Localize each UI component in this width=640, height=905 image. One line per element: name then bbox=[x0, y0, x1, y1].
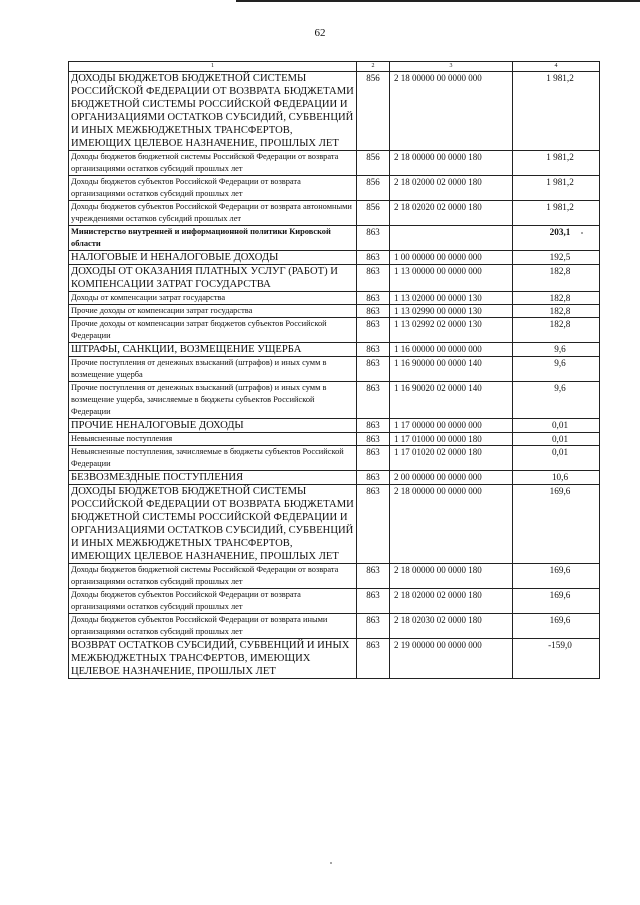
table-row bbox=[69, 151, 600, 176]
row-name: Прочие поступления от денежных взысканий (штрафов) и иных сумм в возмещение ущерба bbox=[69, 357, 357, 382]
budget-classification-code: 2 18 00000 00 0000 000 bbox=[390, 72, 513, 151]
row-name: ДОХОДЫ БЮДЖЕТОВ БЮДЖЕТНОЙ СИСТЕМЫ РОССИЙСКОЙ ФЕДЕРАЦИИ ОТ ВОЗВРАТА БЮДЖЕТАМИ БЮДЖЕТНОЙ СИСТЕМЫ РОССИЙСКОЙ ФЕДЕРАЦИИ И ОРГАНИЗАЦИЯМИ ОСТАТКОВ СУБСИДИЙ, СУБВЕНЦИЙ И ИНЫХ МЕЖБЮДЖЕТНЫХ ТРАНСФЕРТОВ, ИМЕЮЩИХ ЦЕЛЕВОЕ НАЗНАЧЕНИЕ, ПРОШЛЫХ ЛЕТ bbox=[69, 485, 357, 564]
table-row bbox=[69, 201, 600, 226]
admin-code: 863 bbox=[357, 292, 390, 305]
amount: 169,6 bbox=[513, 485, 600, 564]
revenue-table-body bbox=[69, 62, 600, 679]
amount: 1 981,2 bbox=[513, 176, 600, 201]
admin-code: 863 bbox=[357, 382, 390, 419]
row-name: Невыясненные поступления, зачисляемые в бюджеты субъектов Российской Федерации bbox=[69, 446, 357, 471]
amount: 192,5 bbox=[513, 251, 600, 265]
table-row bbox=[69, 343, 600, 357]
table-row bbox=[69, 72, 600, 151]
budget-classification-code bbox=[390, 226, 513, 251]
table-row bbox=[69, 471, 600, 485]
admin-code: 856 bbox=[357, 201, 390, 226]
table-row bbox=[69, 433, 600, 446]
admin-code: 863 bbox=[357, 343, 390, 357]
admin-code: 863 bbox=[357, 433, 390, 446]
amount: 182,8 bbox=[513, 265, 600, 292]
table-row bbox=[69, 292, 600, 305]
page-number: 62 bbox=[314, 27, 326, 39]
budget-classification-code: 1 16 90020 02 0000 140 bbox=[390, 382, 513, 419]
budget-classification-code: 1 17 01020 02 0000 180 bbox=[390, 446, 513, 471]
row-name: Прочие доходы от компенсации затрат бюджетов субъектов Российской Федерации bbox=[69, 318, 357, 343]
row-name: Доходы бюджетов субъектов Российской Федерации от возврата организациями остатков субсидий прошлых лет bbox=[69, 176, 357, 201]
admin-code: 863 bbox=[357, 446, 390, 471]
table-row bbox=[69, 564, 600, 589]
revenue-table bbox=[68, 61, 600, 679]
admin-code: 856 bbox=[357, 72, 390, 151]
table-row bbox=[69, 446, 600, 471]
admin-code: 863 bbox=[357, 419, 390, 433]
table-row bbox=[69, 357, 600, 382]
budget-classification-code: 1 13 00000 00 0000 000 bbox=[390, 265, 513, 292]
admin-code: 863 bbox=[357, 226, 390, 251]
budget-classification-code: 2 00 00000 00 0000 000 bbox=[390, 471, 513, 485]
admin-code: 863 bbox=[357, 485, 390, 564]
row-name: Прочие доходы от компенсации затрат государства bbox=[69, 305, 357, 318]
row-name: Невыясненные поступления bbox=[69, 433, 357, 446]
budget-classification-code: 1 00 00000 00 0000 000 bbox=[390, 251, 513, 265]
row-name: ДОХОДЫ ОТ ОКАЗАНИЯ ПЛАТНЫХ УСЛУГ (РАБОТ) И КОМПЕНСАЦИИ ЗАТРАТ ГОСУДАРСТВА bbox=[69, 265, 357, 292]
amount: 169,6 bbox=[513, 614, 600, 639]
row-name: Министерство внутренней и информационной политики Кировской области bbox=[69, 226, 357, 251]
amount: 1 981,2 bbox=[513, 72, 600, 151]
budget-classification-code: 1 17 01000 00 0000 180 bbox=[390, 433, 513, 446]
table-row bbox=[69, 226, 600, 251]
table-row bbox=[69, 305, 600, 318]
row-name: Доходы бюджетов субъектов Российской Федерации от возврата автономными учреждениями остатков субсидий прошлых лет bbox=[69, 201, 357, 226]
table-row bbox=[69, 318, 600, 343]
amount: 0,01 bbox=[513, 433, 600, 446]
admin-code: 856 bbox=[357, 176, 390, 201]
amount: 0,01 bbox=[513, 446, 600, 471]
table-row bbox=[69, 485, 600, 564]
table-row bbox=[69, 382, 600, 419]
row-name: Доходы бюджетов бюджетной системы Российской Федерации от возврата организациями остатков субсидий прошлых лет bbox=[69, 564, 357, 589]
budget-classification-code: 1 13 02992 02 0000 130 bbox=[390, 318, 513, 343]
budget-classification-code: 1 13 02000 00 0000 130 bbox=[390, 292, 513, 305]
column-number: 2 bbox=[357, 62, 390, 72]
amount: 182,8 bbox=[513, 292, 600, 305]
admin-code: 863 bbox=[357, 639, 390, 679]
admin-code: 863 bbox=[357, 265, 390, 292]
scan-speck bbox=[330, 862, 332, 864]
row-name: Доходы бюджетов бюджетной системы Российской Федерации от возврата организациями остатков субсидий прошлых лет bbox=[69, 151, 357, 176]
budget-classification-code: 2 18 02020 02 0000 180 bbox=[390, 201, 513, 226]
amount: 1 981,2 bbox=[513, 151, 600, 176]
amount: 9,6 bbox=[513, 382, 600, 419]
row-name: НАЛОГОВЫЕ И НЕНАЛОГОВЫЕ ДОХОДЫ bbox=[69, 251, 357, 265]
row-name: БЕЗВОЗМЕЗДНЫЕ ПОСТУПЛЕНИЯ bbox=[69, 471, 357, 485]
budget-classification-code: 2 18 00000 00 0000 180 bbox=[390, 151, 513, 176]
amount: 9,6 bbox=[513, 343, 600, 357]
budget-classification-code: 2 18 02030 02 0000 180 bbox=[390, 614, 513, 639]
column-number: 1 bbox=[69, 62, 357, 72]
budget-classification-code: 1 16 00000 00 0000 000 bbox=[390, 343, 513, 357]
row-name: Доходы от компенсации затрат государства bbox=[69, 292, 357, 305]
budget-classification-code: 1 17 00000 00 0000 000 bbox=[390, 419, 513, 433]
table-row bbox=[69, 251, 600, 265]
budget-classification-code: 2 18 02000 02 0000 180 bbox=[390, 176, 513, 201]
amount: 182,8 bbox=[513, 305, 600, 318]
row-name: Доходы бюджетов субъектов Российской Федерации от возврата иными организациями остатков субсидий прошлых лет bbox=[69, 614, 357, 639]
amount: 10,6 bbox=[513, 471, 600, 485]
table-row bbox=[69, 639, 600, 679]
admin-code: 863 bbox=[357, 589, 390, 614]
budget-classification-code: 1 16 90000 00 0000 140 bbox=[390, 357, 513, 382]
amount: 169,6 bbox=[513, 564, 600, 589]
amount: 1 981,2 bbox=[513, 201, 600, 226]
budget-classification-code: 2 18 00000 00 0000 000 bbox=[390, 485, 513, 564]
row-name: ВОЗВРАТ ОСТАТКОВ СУБСИДИЙ, СУБВЕНЦИЙ И ИНЫХ МЕЖБЮДЖЕТНЫХ ТРАНСФЕРТОВ, ИМЕЮЩИХ ЦЕЛЕВОЕ НАЗНАЧЕНИЕ, ПРОШЛЫХ ЛЕТ bbox=[69, 639, 357, 679]
row-name: ПРОЧИЕ НЕНАЛОГОВЫЕ ДОХОДЫ bbox=[69, 419, 357, 433]
table-row bbox=[69, 176, 600, 201]
table-row bbox=[69, 419, 600, 433]
amount: 9,6 bbox=[513, 357, 600, 382]
admin-code: 863 bbox=[357, 251, 390, 265]
amount: 0,01 bbox=[513, 419, 600, 433]
table-row bbox=[69, 265, 600, 292]
amount: 169,6 bbox=[513, 589, 600, 614]
admin-code: 863 bbox=[357, 564, 390, 589]
scan-top-rule bbox=[236, 0, 640, 2]
admin-code: 863 bbox=[357, 614, 390, 639]
amount: 182,8 bbox=[513, 318, 600, 343]
amount: -159,0 bbox=[513, 639, 600, 679]
column-number: 3 bbox=[390, 62, 513, 72]
row-name: Доходы бюджетов субъектов Российской Федерации от возврата организациями остатков субсидий прошлых лет bbox=[69, 589, 357, 614]
budget-classification-code: 2 19 00000 00 0000 000 bbox=[390, 639, 513, 679]
table-row bbox=[69, 589, 600, 614]
admin-code: 863 bbox=[357, 357, 390, 382]
column-number-row bbox=[69, 62, 600, 72]
admin-code: 863 bbox=[357, 305, 390, 318]
budget-classification-code: 2 18 00000 00 0000 180 bbox=[390, 564, 513, 589]
row-name: ШТРАФЫ, САНКЦИИ, ВОЗМЕЩЕНИЕ УЩЕРБА bbox=[69, 343, 357, 357]
scan-speck bbox=[581, 232, 583, 234]
column-number: 4 bbox=[513, 62, 600, 72]
admin-code: 863 bbox=[357, 318, 390, 343]
admin-code: 863 bbox=[357, 471, 390, 485]
row-name: Прочие поступления от денежных взысканий (штрафов) и иных сумм в возмещение ущерба, зачисляемые в бюджеты субъектов Российской Федерации bbox=[69, 382, 357, 419]
row-name: ДОХОДЫ БЮДЖЕТОВ БЮДЖЕТНОЙ СИСТЕМЫ РОССИЙСКОЙ ФЕДЕРАЦИИ ОТ ВОЗВРАТА БЮДЖЕТАМИ БЮДЖЕТНОЙ СИСТЕМЫ РОССИЙСКОЙ ФЕДЕРАЦИИ И ОРГАНИЗАЦИЯМИ ОСТАТКОВ СУБСИДИЙ, СУБВЕНЦИЙ И ИНЫХ МЕЖБЮДЖЕТНЫХ ТРАНСФЕРТОВ, ИМЕЮЩИХ ЦЕЛЕВОЕ НАЗНАЧЕНИЕ, ПРОШЛЫХ ЛЕТ bbox=[69, 72, 357, 151]
admin-code: 856 bbox=[357, 151, 390, 176]
table-row bbox=[69, 614, 600, 639]
budget-classification-code: 1 13 02990 00 0000 130 bbox=[390, 305, 513, 318]
amount: 203,1 bbox=[513, 226, 600, 251]
budget-classification-code: 2 18 02000 02 0000 180 bbox=[390, 589, 513, 614]
